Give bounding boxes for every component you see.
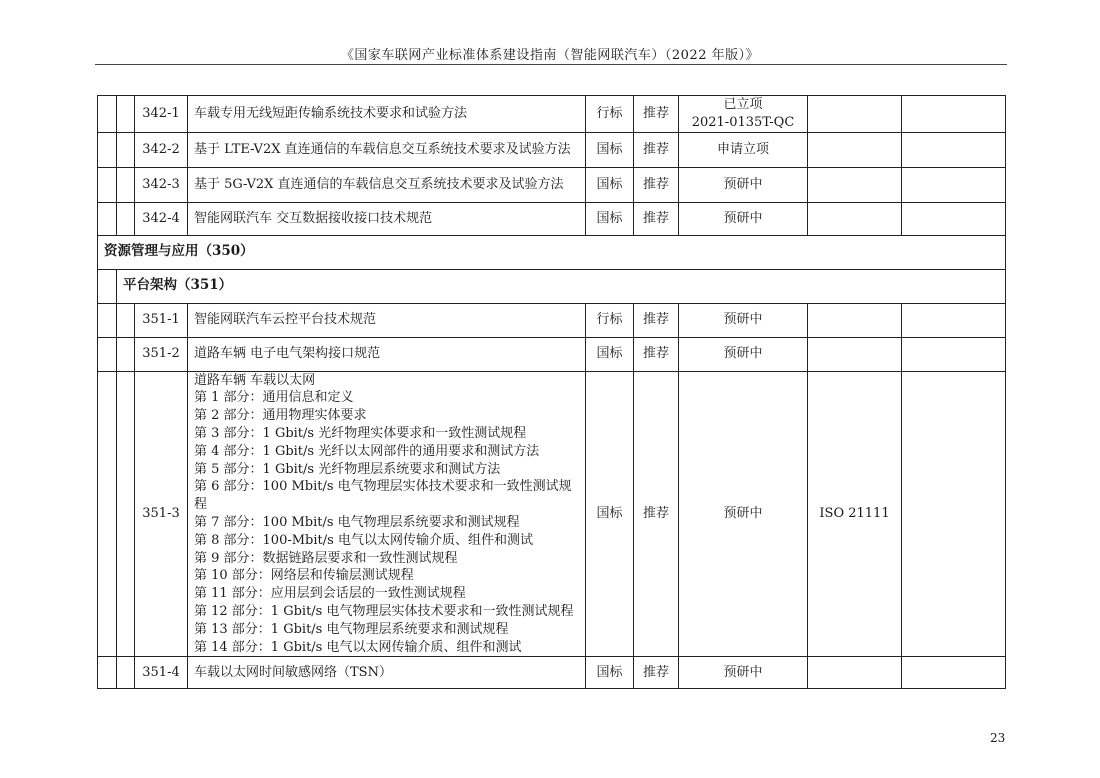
indent-cell bbox=[117, 657, 135, 689]
indent-cell bbox=[98, 371, 117, 657]
indent-cell bbox=[98, 337, 117, 371]
section-heading-351: 平台架构（351） bbox=[117, 269, 1006, 303]
section-heading-350: 资源管理与应用（350） bbox=[98, 235, 1006, 269]
part-line: 第 10 部分：网络层和传输层测试规程 bbox=[194, 568, 414, 584]
standard-status: 申请立项 bbox=[679, 132, 808, 167]
standard-name: 智能网联汽车 交互数据接收接口技术规范 bbox=[188, 202, 586, 235]
note-cell bbox=[902, 303, 1006, 337]
indent-cell bbox=[117, 337, 135, 371]
standard-number: 351-1 bbox=[135, 303, 188, 337]
part-line: 第 8 部分：100-Mbit/s 电气以太网传输介质、组件和测试 bbox=[194, 532, 533, 548]
note-cell bbox=[902, 167, 1006, 202]
standard-number: 342-1 bbox=[135, 96, 188, 133]
indent-cell bbox=[117, 202, 135, 235]
standard-type: 国标 bbox=[586, 202, 634, 235]
section-row bbox=[98, 235, 1006, 269]
standard-nature: 推荐 bbox=[634, 202, 679, 235]
standard-nature: 推荐 bbox=[634, 371, 679, 657]
standard-number: 351-2 bbox=[135, 337, 188, 371]
page-number: 23 bbox=[990, 731, 1006, 745]
intl-standard bbox=[808, 202, 902, 235]
table-row bbox=[98, 202, 1006, 235]
status-line: 2021-0135T-QC bbox=[691, 114, 795, 130]
table-row bbox=[98, 132, 1006, 167]
indent-cell bbox=[98, 96, 117, 133]
intl-standard bbox=[808, 167, 902, 202]
standard-status: 预研中 bbox=[679, 337, 808, 371]
standard-name bbox=[188, 371, 586, 657]
standard-name: 基于 LTE-V2X 直连通信的车载信息交互系统技术要求及试验方法 bbox=[188, 132, 586, 167]
note-cell bbox=[902, 657, 1006, 689]
indent-cell bbox=[98, 303, 117, 337]
standard-number: 342-2 bbox=[135, 132, 188, 167]
indent-cell bbox=[117, 371, 135, 657]
running-header: 《国家车联网产业标准体系建设指南（智能网联汽车）（2022 年版）》 bbox=[340, 48, 760, 63]
standard-status: 预研中 bbox=[679, 303, 808, 337]
intl-standard: ISO 21111 bbox=[808, 371, 902, 657]
part-line: 第 6 部分：100 Mbit/s 电气物理层实体技术要求和一致性测试规程 bbox=[194, 479, 572, 513]
part-line: 第 7 部分：100 Mbit/s 电气物理层系统要求和测试规程 bbox=[194, 514, 520, 530]
part-line: 第 12 部分：1 Gbit/s 电气物理层实体技术要求和一致性测试规程 bbox=[194, 603, 574, 619]
standard-nature: 推荐 bbox=[634, 96, 679, 133]
intl-standard bbox=[808, 657, 902, 689]
standard-number: 342-4 bbox=[135, 202, 188, 235]
standard-type: 国标 bbox=[586, 167, 634, 202]
table-row bbox=[98, 371, 1006, 657]
part-line: 第 9 部分：数据链路层要求和一致性测试规程 bbox=[194, 550, 458, 566]
standard-nature: 推荐 bbox=[634, 132, 679, 167]
indent-cell bbox=[98, 657, 117, 689]
part-line: 第 4 部分：1 Gbit/s 光纤以太网部件的通用要求和测试方法 bbox=[194, 443, 540, 459]
status-line: 已立项 bbox=[723, 97, 763, 112]
standard-number: 342-3 bbox=[135, 167, 188, 202]
standard-number: 351-4 bbox=[135, 657, 188, 689]
intl-standard bbox=[808, 337, 902, 371]
standard-status bbox=[679, 96, 808, 133]
standard-status: 预研中 bbox=[679, 167, 808, 202]
standard-name: 道路车辆 电子电气架构接口规范 bbox=[188, 337, 586, 371]
standard-type: 国标 bbox=[586, 657, 634, 689]
standard-nature: 推荐 bbox=[634, 337, 679, 371]
part-line: 第 3 部分：1 Gbit/s 光纤物理实体要求和一致性测试规程 bbox=[194, 425, 527, 441]
part-line: 第 11 部分：应用层到会话层的一致性测试规程 bbox=[194, 586, 466, 602]
indent-cell bbox=[117, 132, 135, 167]
standard-type: 国标 bbox=[586, 371, 634, 657]
table-row bbox=[98, 303, 1006, 337]
standard-status: 预研中 bbox=[679, 202, 808, 235]
table-row bbox=[98, 167, 1006, 202]
standard-nature: 推荐 bbox=[634, 303, 679, 337]
indent-cell bbox=[117, 96, 135, 133]
standard-nature: 推荐 bbox=[634, 167, 679, 202]
note-cell bbox=[902, 96, 1006, 133]
intl-standard bbox=[808, 96, 902, 133]
header-rule bbox=[95, 64, 1007, 65]
indent-cell bbox=[98, 202, 117, 235]
standard-type: 行标 bbox=[586, 96, 634, 133]
standard-name: 车载以太网时间敏感网络（TSN） bbox=[188, 657, 586, 689]
intl-standard bbox=[808, 303, 902, 337]
table-row bbox=[98, 337, 1006, 371]
part-line: 第 14 部分：1 Gbit/s 电气以太网传输介质、组件和测试 bbox=[194, 639, 522, 655]
standards-table bbox=[97, 95, 1006, 689]
standard-title-line: 道路车辆 车载以太网 bbox=[194, 372, 316, 388]
part-line: 第 13 部分：1 Gbit/s 电气物理层系统要求和测试规程 bbox=[194, 621, 509, 637]
standard-name: 智能网联汽车云控平台技术规范 bbox=[188, 303, 586, 337]
table-row bbox=[98, 657, 1006, 689]
indent-cell bbox=[98, 269, 117, 303]
standard-nature: 推荐 bbox=[634, 657, 679, 689]
note-cell bbox=[902, 337, 1006, 371]
subsection-row bbox=[98, 269, 1006, 303]
standard-name: 基于 5G-V2X 直连通信的车载信息交互系统技术要求及试验方法 bbox=[188, 167, 586, 202]
indent-cell bbox=[98, 167, 117, 202]
note-cell bbox=[902, 371, 1006, 657]
standard-type: 国标 bbox=[586, 132, 634, 167]
indent-cell bbox=[98, 132, 117, 167]
part-line: 第 2 部分：通用物理实体要求 bbox=[194, 408, 367, 424]
intl-standard bbox=[808, 132, 902, 167]
standard-status: 预研中 bbox=[679, 657, 808, 689]
table-row bbox=[98, 96, 1006, 133]
part-line: 第 1 部分：通用信息和定义 bbox=[194, 390, 354, 406]
part-line: 第 5 部分：1 Gbit/s 光纤物理层系统要求和测试方法 bbox=[194, 461, 501, 477]
indent-cell bbox=[117, 167, 135, 202]
indent-cell bbox=[117, 303, 135, 337]
standard-status: 预研中 bbox=[679, 371, 808, 657]
standard-type: 行标 bbox=[586, 303, 634, 337]
note-cell bbox=[902, 132, 1006, 167]
standard-number: 351-3 bbox=[135, 371, 188, 657]
note-cell bbox=[902, 202, 1006, 235]
standard-name: 车载专用无线短距传输系统技术要求和试验方法 bbox=[188, 96, 586, 133]
standard-type: 国标 bbox=[586, 337, 634, 371]
